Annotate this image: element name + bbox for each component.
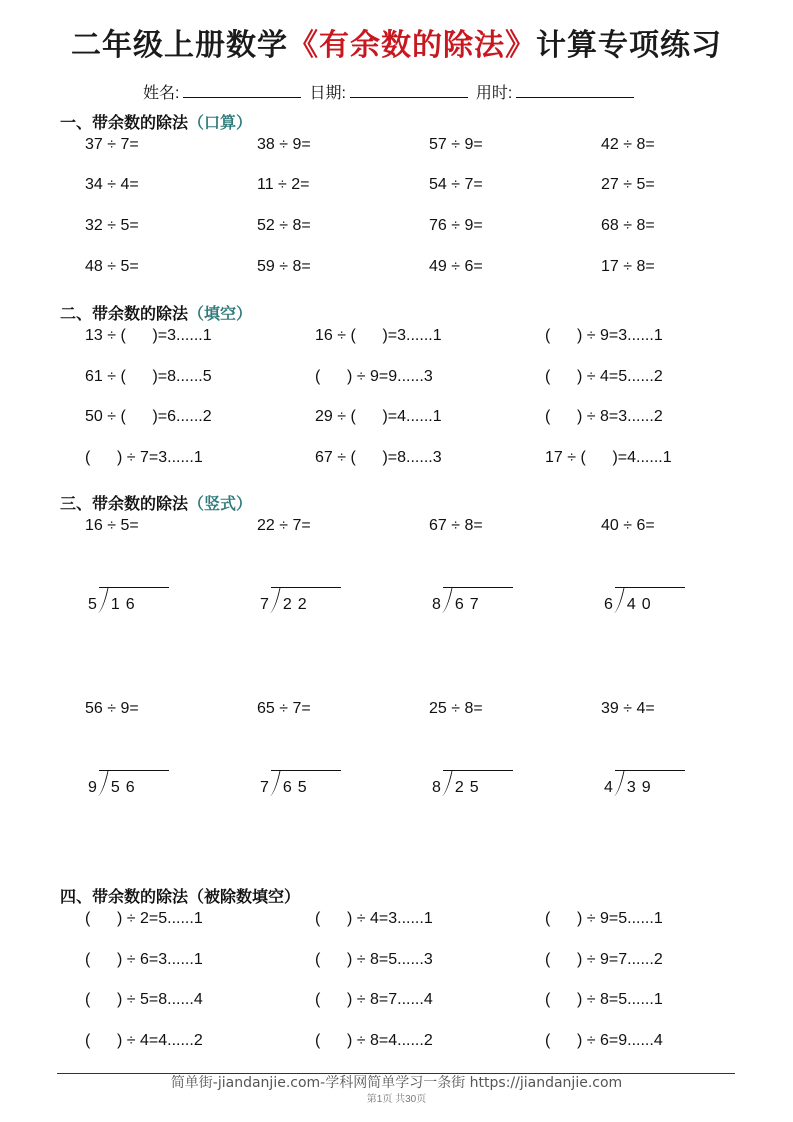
dividend-fill-problem: ( ) ÷ 8=7......4 xyxy=(315,991,433,1008)
student-info-row xyxy=(143,80,642,103)
vertical-problem: 25 ÷ 8= xyxy=(429,700,483,717)
long-division-box[interactable] xyxy=(88,588,169,614)
time-label: 用时: xyxy=(475,85,513,102)
date-label: 日期: xyxy=(309,85,346,102)
fill-problem: ( ) ÷ 9=9......3 xyxy=(315,368,433,385)
division-bracket xyxy=(615,770,685,797)
long-division-box[interactable] xyxy=(432,771,513,797)
dividend: 56 xyxy=(110,779,141,796)
section-1-heading xyxy=(60,110,252,133)
dividend-fill-problem: ( ) ÷ 8=4......2 xyxy=(315,1032,433,1049)
fill-problem: 61 ÷ ( )=8......5 xyxy=(85,368,212,385)
section-3-title: 三、带余数的除法 xyxy=(60,494,189,513)
dividend: 22 xyxy=(282,596,313,613)
page-number: 第1页 共30页 xyxy=(366,1094,427,1105)
dividend: 39 xyxy=(626,779,657,796)
fill-problem: ( ) ÷ 4=5......2 xyxy=(545,368,663,385)
date-field[interactable] xyxy=(350,81,468,98)
oral-problem: 57 ÷ 9= xyxy=(429,136,483,153)
oral-problem: 37 ÷ 7= xyxy=(85,136,139,153)
title-part-practice: 计算专项练习 xyxy=(536,28,722,63)
dividend: 65 xyxy=(282,779,313,796)
divisor: 8 xyxy=(432,779,441,796)
page-title xyxy=(0,20,793,64)
dividend-fill-problem: ( ) ÷ 8=5......1 xyxy=(545,991,663,1008)
divisor: 9 xyxy=(88,779,97,796)
division-bracket xyxy=(99,770,169,797)
section-4-heading xyxy=(60,884,300,907)
dividend-fill-problem: ( ) ÷ 2=5......1 xyxy=(85,910,203,927)
dividend-fill-problem: ( ) ÷ 9=7......2 xyxy=(545,951,663,968)
oral-problem: 11 ÷ 2= xyxy=(257,176,310,193)
fill-problem: ( ) ÷ 9=3......1 xyxy=(545,327,663,344)
fill-problem: 13 ÷ ( )=3......1 xyxy=(85,327,212,344)
section-3-tag: （竖式） xyxy=(188,494,253,513)
long-division-box[interactable] xyxy=(432,588,513,614)
dividend: 67 xyxy=(454,596,485,613)
oral-problem: 48 ÷ 5= xyxy=(85,258,139,275)
oral-problem: 27 ÷ 5= xyxy=(601,176,655,193)
fill-problem: ( ) ÷ 7=3......1 xyxy=(85,449,203,466)
vertical-problem: 22 ÷ 7= xyxy=(257,517,311,534)
section-3-heading xyxy=(60,491,252,514)
long-division-box[interactable] xyxy=(260,771,341,797)
divisor: 4 xyxy=(604,779,613,796)
division-bracket xyxy=(443,587,513,614)
divisor: 8 xyxy=(432,596,441,613)
title-part-topic: 《有余数的除法》 xyxy=(288,28,536,63)
fill-problem: 50 ÷ ( )=6......2 xyxy=(85,408,212,425)
vertical-problem: 39 ÷ 4= xyxy=(601,700,655,717)
oral-problem: 38 ÷ 9= xyxy=(257,136,311,153)
fill-problem: ( ) ÷ 8=3......2 xyxy=(545,408,663,425)
oral-problem: 42 ÷ 8= xyxy=(601,136,655,153)
oral-problem: 52 ÷ 8= xyxy=(257,217,311,234)
footer-watermark: 简单街-jiandanjie.com-学科网简单学习一条街 https://jiandanjie.com xyxy=(170,1075,623,1091)
section-4-title: 四、带余数的除法（被除数填空） xyxy=(60,887,301,906)
oral-problem: 68 ÷ 8= xyxy=(601,217,655,234)
dividend: 25 xyxy=(454,779,485,796)
oral-problem: 17 ÷ 8= xyxy=(601,258,655,275)
fill-problem: 67 ÷ ( )=8......3 xyxy=(315,449,442,466)
time-field[interactable] xyxy=(516,81,634,98)
fill-problem: 17 ÷ ( )=4......1 xyxy=(545,449,672,466)
vertical-problem: 40 ÷ 6= xyxy=(601,517,655,534)
long-division-box[interactable] xyxy=(260,588,341,614)
name-label: 姓名: xyxy=(143,85,180,102)
oral-problem: 76 ÷ 9= xyxy=(429,217,483,234)
oral-problem: 59 ÷ 8= xyxy=(257,258,311,275)
dividend-fill-problem: ( ) ÷ 9=5......1 xyxy=(545,910,663,927)
division-bracket xyxy=(99,587,169,614)
dividend: 16 xyxy=(110,596,141,613)
division-bracket xyxy=(271,587,341,614)
dividend-fill-problem: ( ) ÷ 8=5......3 xyxy=(315,951,433,968)
fill-problem: 29 ÷ ( )=4......1 xyxy=(315,408,442,425)
fill-problem: 16 ÷ ( )=3......1 xyxy=(315,327,442,344)
section-2-heading xyxy=(60,301,252,324)
divisor: 7 xyxy=(260,779,269,796)
dividend-fill-problem: ( ) ÷ 6=3......1 xyxy=(85,951,203,968)
title-part-grade: 二年级上册数学 xyxy=(71,28,288,63)
oral-problem: 49 ÷ 6= xyxy=(429,258,483,275)
vertical-problem: 56 ÷ 9= xyxy=(85,700,139,717)
oral-problem: 34 ÷ 4= xyxy=(85,176,139,193)
oral-problem: 54 ÷ 7= xyxy=(429,176,483,193)
oral-problem: 32 ÷ 5= xyxy=(85,217,139,234)
section-1-tag: （口算） xyxy=(188,113,253,132)
vertical-problem: 67 ÷ 8= xyxy=(429,517,483,534)
dividend-fill-problem: ( ) ÷ 4=3......1 xyxy=(315,910,433,927)
dividend-fill-problem: ( ) ÷ 4=4......2 xyxy=(85,1032,203,1049)
section-1-title: 一、带余数的除法 xyxy=(60,113,189,132)
divisor: 6 xyxy=(604,596,613,613)
vertical-problem: 16 ÷ 5= xyxy=(85,517,139,534)
dividend: 40 xyxy=(626,596,657,613)
dividend-fill-problem: ( ) ÷ 5=8......4 xyxy=(85,991,203,1008)
long-division-box[interactable] xyxy=(604,771,685,797)
section-2-title: 二、带余数的除法 xyxy=(60,304,189,323)
division-bracket xyxy=(271,770,341,797)
long-division-box[interactable] xyxy=(604,588,685,614)
divisor: 7 xyxy=(260,596,269,613)
division-bracket xyxy=(615,587,685,614)
long-division-box[interactable] xyxy=(88,771,169,797)
section-2-tag: （填空） xyxy=(188,304,253,323)
dividend-fill-problem: ( ) ÷ 6=9......4 xyxy=(545,1032,663,1049)
division-bracket xyxy=(443,770,513,797)
vertical-problem: 65 ÷ 7= xyxy=(257,700,311,717)
divisor: 5 xyxy=(88,596,97,613)
name-field[interactable] xyxy=(183,81,301,98)
